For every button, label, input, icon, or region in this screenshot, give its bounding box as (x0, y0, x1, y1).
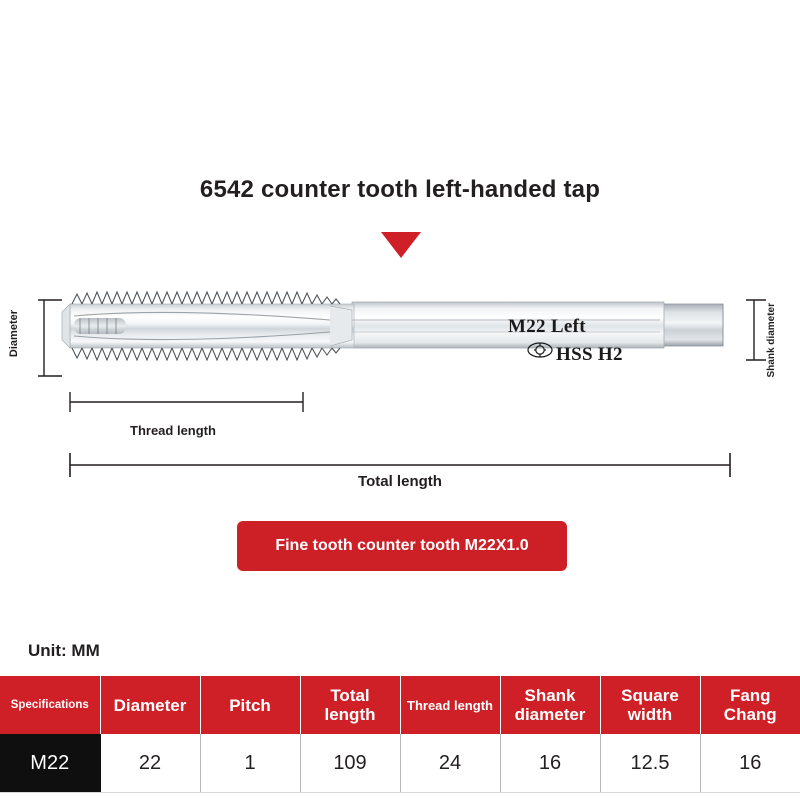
red-down-arrow-icon (381, 232, 421, 258)
page-title: 6542 counter tooth left-handed tap (199, 176, 601, 203)
shank-diameter-label: Shank diameter (766, 303, 777, 378)
cell-thread-length: 24 (400, 734, 500, 793)
header-total-length: Total length (300, 676, 400, 734)
cell-square-width: 12.5 (600, 734, 700, 793)
thread-length-label: Thread length (130, 423, 216, 438)
unit-label: Unit: MM (28, 641, 100, 660)
diameter-label: Diameter (8, 310, 20, 358)
header-fang-chang: Fang Chang (700, 676, 800, 734)
header-square-width: Square width (600, 676, 700, 734)
product-banner (237, 521, 567, 571)
table-header-row (0, 676, 800, 734)
total-length-label: Total length (358, 473, 442, 490)
marking-material-label: HSS H2 (556, 344, 623, 365)
header-pitch: Pitch (200, 676, 300, 734)
cell-diameter: 22 (100, 734, 200, 793)
cell-fang-chang: 16 (700, 734, 800, 793)
specification-table (0, 676, 800, 793)
banner-text: Fine tooth counter tooth M22X1.0 (275, 537, 529, 554)
cell-pitch: 1 (200, 734, 300, 793)
header-thread-length: Thread length (400, 676, 500, 734)
cell-specifications: M22 (0, 734, 100, 793)
header-specifications: Specifications (0, 676, 100, 734)
table-row (0, 734, 800, 793)
cell-shank-diameter: 16 (500, 734, 600, 793)
cell-total-length: 109 (300, 734, 400, 793)
tap-diagram (0, 280, 800, 490)
header-diameter: Diameter (100, 676, 200, 734)
gear-logo-icon (527, 341, 553, 359)
marking-size-label: M22 Left (508, 316, 586, 337)
header-shank-diameter: Shank diameter (500, 676, 600, 734)
